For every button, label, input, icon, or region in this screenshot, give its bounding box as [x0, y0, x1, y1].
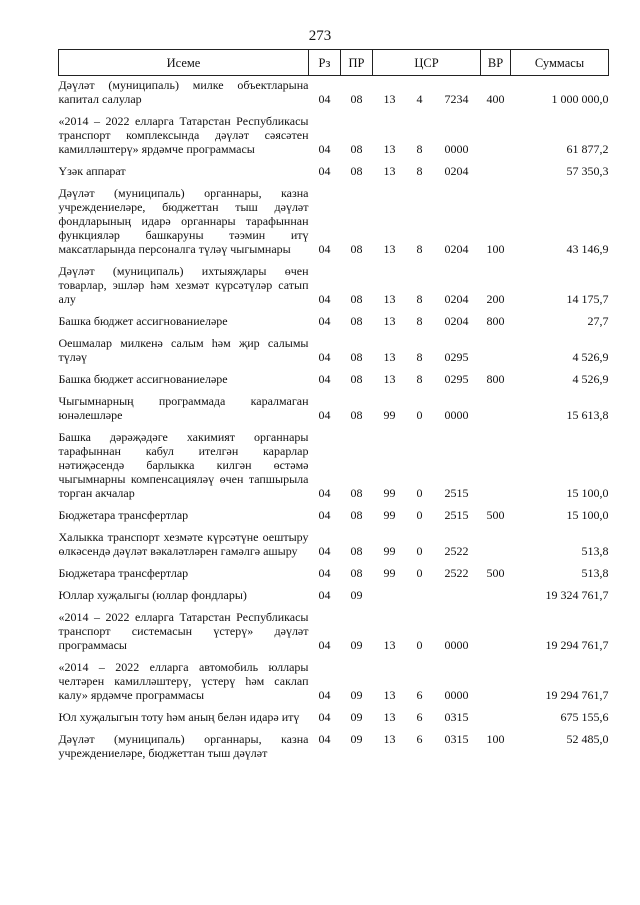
- cell-rz: 04: [318, 164, 331, 178]
- cell-csr2: 4: [416, 92, 423, 106]
- cell-name: Дәүләт (муниципаль) ихтыяҗлары өчен товарлар, эшләр һәм хезмәт күрсәтүләр сатып алу: [58, 264, 309, 306]
- cell-sum: 513,8: [581, 566, 609, 580]
- cell-csr3: 2522: [444, 544, 469, 558]
- cell-name: «2014 – 2022 елларга Татарстан Республикасы транспорт комплексында дәүләт сәясәтен камилләштерү» ярдәмче программасы: [58, 114, 309, 156]
- cell-pr: 09: [350, 688, 363, 702]
- cell-rz: 04: [318, 710, 331, 724]
- table-row: [59, 428, 609, 506]
- cell-csr2: 8: [416, 350, 423, 364]
- cell-csr3: 7234: [444, 92, 469, 106]
- table-row: [59, 506, 609, 528]
- cell-name: Башка бюджет ассигнованиеләре: [58, 314, 228, 328]
- cell-csr1: 13: [383, 314, 396, 328]
- cell-vr: 800: [486, 372, 505, 386]
- cell-csr1: 13: [383, 710, 396, 724]
- cell-csr1: 13: [383, 688, 396, 702]
- cell-csr1: 13: [383, 164, 396, 178]
- cell-pr: 09: [350, 710, 363, 724]
- header-sum: Суммасы: [511, 50, 609, 76]
- header-vr: ВР: [481, 50, 511, 76]
- cell-csr1: 13: [383, 372, 396, 386]
- cell-sum: 19 294 761,7: [545, 688, 609, 702]
- cell-sum: 15 100,0: [566, 508, 609, 522]
- cell-csr2: 6: [416, 688, 423, 702]
- cell-sum: 4 526,9: [572, 350, 609, 364]
- cell-vr: 400: [486, 92, 505, 106]
- header-rz: Рз: [309, 50, 341, 76]
- cell-rz: 04: [318, 292, 331, 306]
- cell-rz: 04: [318, 142, 331, 156]
- cell-name: Дәүләт (муниципаль) милке объектларына капитал салулар: [58, 78, 309, 106]
- cell-csr3: 0295: [444, 372, 469, 386]
- cell-csr2: 6: [416, 710, 423, 724]
- cell-vr: 200: [486, 292, 505, 306]
- cell-csr2: 8: [416, 292, 423, 306]
- cell-csr1: 99: [383, 566, 396, 580]
- cell-rz: 04: [318, 486, 331, 500]
- cell-pr: 08: [350, 164, 363, 178]
- cell-csr3: 0315: [444, 732, 469, 746]
- cell-rz: 04: [318, 314, 331, 328]
- cell-csr2: 8: [416, 372, 423, 386]
- cell-vr: 500: [486, 508, 505, 522]
- cell-name: Бюджетара трансфертлар: [58, 508, 189, 522]
- cell-pr: 08: [350, 544, 363, 558]
- cell-vr: [481, 528, 511, 564]
- table-row: [59, 262, 609, 312]
- table-row: [59, 184, 609, 262]
- cell-csr2: 8: [416, 164, 423, 178]
- cell-vr: 100: [486, 242, 505, 256]
- cell-pr: 08: [350, 408, 363, 422]
- cell-csr1: 13: [383, 242, 396, 256]
- cell-sum: 4 526,9: [572, 372, 609, 386]
- cell-csr2: 0: [416, 408, 423, 422]
- cell-vr: [481, 608, 511, 658]
- cell-vr: [481, 112, 511, 162]
- cell-pr: 08: [350, 508, 363, 522]
- header-pr: ПР: [341, 50, 373, 76]
- cell-csr3: 0315: [444, 710, 469, 724]
- table-row: [59, 162, 609, 184]
- cell-csr3: 2515: [444, 508, 469, 522]
- cell-csr2: 0: [416, 508, 423, 522]
- cell-name: Үзәк аппарат: [58, 164, 126, 178]
- cell-sum: 15 100,0: [566, 486, 609, 500]
- table-row: [59, 658, 609, 708]
- table-row: [59, 392, 609, 428]
- cell-csr3: 0204: [444, 164, 469, 178]
- cell-sum: 43 146,9: [566, 242, 609, 256]
- cell-vr: [481, 162, 511, 184]
- budget-table: [58, 49, 609, 760]
- cell-name: «2014 – 2022 елларга автомобиль юллары челтәрен камилләштерү, үстерү һәм саклап калу» ярдәмче программасы: [58, 660, 309, 702]
- cell-sum: 19 294 761,7: [545, 638, 609, 652]
- cell-csr1: 99: [383, 486, 396, 500]
- cell-csr1: [373, 586, 407, 608]
- cell-csr1: 13: [383, 292, 396, 306]
- cell-rz: 04: [318, 638, 331, 652]
- cell-csr2: [407, 586, 433, 608]
- table-row: [59, 528, 609, 564]
- cell-rz: 04: [318, 566, 331, 580]
- cell-name: Юл хуҗалыгын тоту һәм аның белән идарә итү: [58, 710, 300, 724]
- cell-name: Дәүләт (муниципаль) органнары, казна учреждениеләре, бюджеттан тыш дәүләт: [58, 732, 309, 760]
- cell-pr: 08: [350, 566, 363, 580]
- cell-csr2: 0: [416, 566, 423, 580]
- cell-sum: 57 350,3: [566, 164, 609, 178]
- cell-name: Халыкка транспорт хезмәте күрсәтүне оештыру өлкәсендә дәүләт вәкаләтләрен гамәлгә ашыру: [58, 530, 309, 558]
- cell-csr2: 0: [416, 486, 423, 500]
- cell-pr: 08: [350, 242, 363, 256]
- cell-pr: 08: [350, 486, 363, 500]
- cell-sum: 675 155,6: [560, 710, 609, 724]
- table-row: [59, 586, 609, 608]
- table-body: [59, 76, 609, 761]
- cell-name: Башка дәрәҗәдәге хакимият органнары тарафыннан кабул ителгән карарлар нәтиҗәсендә барлыкка килгән өстәмә чыгымнарны компенсацияләү өчен тапшырыла торган акчалар: [58, 430, 309, 500]
- cell-vr: [481, 658, 511, 708]
- cell-vr: [481, 708, 511, 730]
- cell-pr: 08: [350, 372, 363, 386]
- cell-rz: 04: [318, 508, 331, 522]
- cell-pr: 08: [350, 350, 363, 364]
- cell-csr3: 0000: [444, 638, 469, 652]
- page-number: 273: [308, 28, 332, 44]
- cell-csr3: 2522: [444, 566, 469, 580]
- table-row: [59, 334, 609, 370]
- cell-rz: 04: [318, 544, 331, 558]
- cell-name: «2014 – 2022 елларга Татарстан Республикасы транспорт системасын үстерү» дәүләт программасы: [58, 610, 309, 652]
- cell-csr3: 0000: [444, 688, 469, 702]
- header-name: Исеме: [59, 50, 309, 76]
- cell-csr3: 0000: [444, 408, 469, 422]
- cell-vr: [481, 586, 511, 608]
- cell-csr1: 13: [383, 142, 396, 156]
- cell-pr: 09: [350, 732, 363, 746]
- cell-csr3: 0204: [444, 242, 469, 256]
- cell-sum: 513,8: [581, 544, 609, 558]
- cell-rz: 04: [318, 372, 331, 386]
- cell-pr: 08: [350, 314, 363, 328]
- cell-rz: 04: [318, 732, 331, 746]
- cell-pr: 08: [350, 142, 363, 156]
- cell-sum: 14 175,7: [566, 292, 609, 306]
- cell-vr: 100: [486, 732, 505, 746]
- table-row: [59, 312, 609, 334]
- cell-name: Оешмалар милкенә салым һәм җир салымы түләү: [58, 336, 309, 364]
- cell-csr2: 8: [416, 242, 423, 256]
- header-csr: ЦСР: [373, 50, 481, 76]
- cell-csr1: 13: [383, 732, 396, 746]
- cell-sum: 19 324 761,7: [545, 588, 609, 602]
- cell-rz: 04: [318, 242, 331, 256]
- cell-pr: 08: [350, 292, 363, 306]
- cell-vr: [481, 334, 511, 370]
- cell-pr: 08: [350, 92, 363, 106]
- cell-csr2: 6: [416, 732, 423, 746]
- cell-rz: 04: [318, 588, 331, 602]
- cell-csr3: 0204: [444, 292, 469, 306]
- cell-vr: 800: [486, 314, 505, 328]
- cell-csr1: 99: [383, 408, 396, 422]
- cell-rz: 04: [318, 350, 331, 364]
- cell-rz: 04: [318, 92, 331, 106]
- cell-csr2: 0: [416, 544, 423, 558]
- cell-vr: [481, 392, 511, 428]
- cell-csr3: 0204: [444, 314, 469, 328]
- cell-csr1: 99: [383, 544, 396, 558]
- cell-rz: 04: [318, 408, 331, 422]
- cell-csr3: 0000: [444, 142, 469, 156]
- cell-pr: 09: [350, 638, 363, 652]
- cell-csr3: [433, 586, 481, 608]
- table-row: [59, 608, 609, 658]
- cell-pr: 09: [350, 588, 363, 602]
- cell-csr1: 13: [383, 350, 396, 364]
- cell-csr2: 8: [416, 314, 423, 328]
- table-row: [59, 370, 609, 392]
- cell-sum: 52 485,0: [566, 732, 609, 746]
- cell-csr3: 2515: [444, 486, 469, 500]
- table-row: [59, 730, 609, 760]
- cell-csr3: 0295: [444, 350, 469, 364]
- table-row: [59, 708, 609, 730]
- cell-sum: 1 000 000,0: [551, 92, 609, 106]
- cell-sum: 61 877,2: [566, 142, 609, 156]
- cell-rz: 04: [318, 688, 331, 702]
- cell-csr2: 8: [416, 142, 423, 156]
- cell-csr1: 13: [383, 638, 396, 652]
- cell-name: Дәүләт (муниципаль) органнары, казна учреждениеләре, бюджеттан тыш дәүләт фондларының идарә органнары тарафыннан функцияләр башкаруны тәэмин итү максатларында персоналга түләү чыгымнары: [58, 186, 309, 256]
- cell-sum: 27,7: [587, 314, 609, 328]
- cell-csr1: 13: [383, 92, 396, 106]
- cell-vr: 500: [486, 566, 505, 580]
- cell-csr1: 99: [383, 508, 396, 522]
- table-row: [59, 564, 609, 586]
- cell-name: Башка бюджет ассигнованиеләре: [58, 372, 228, 386]
- table-header: [59, 50, 609, 76]
- cell-name: Бюджетара трансфертлар: [58, 566, 189, 580]
- cell-vr: [481, 428, 511, 506]
- table-row: [59, 76, 609, 113]
- cell-name: Юллар хуҗалыгы (юллар фондлары): [58, 588, 247, 602]
- table-row: [59, 112, 609, 162]
- cell-sum: 15 613,8: [566, 408, 609, 422]
- cell-name: Чыгымнарның программада каралмаган юнәлешләре: [58, 394, 309, 422]
- cell-csr2: 0: [416, 638, 423, 652]
